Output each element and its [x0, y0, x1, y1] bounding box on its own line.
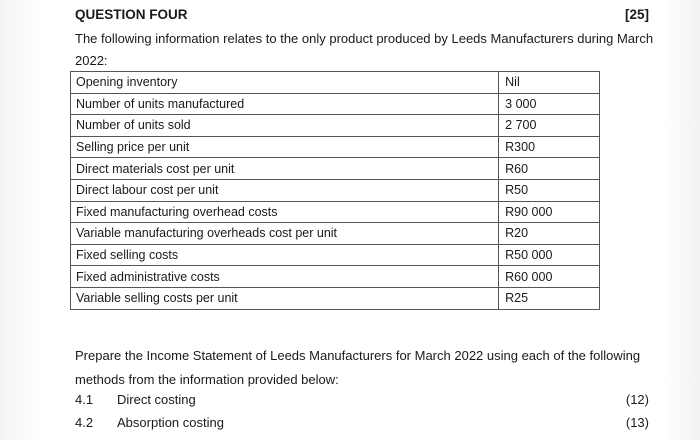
subquestion-number: 4.2: [75, 415, 94, 430]
table-row: [71, 266, 600, 288]
row-value: 2 700: [499, 115, 600, 137]
subquestion-marks: (12): [625, 392, 649, 407]
row-value: R50 000: [499, 244, 600, 266]
row-value: R60 000: [499, 266, 600, 288]
question-intro: The following information relates to the only product produced by Leeds Manufacturers during March 2022:: [75, 31, 654, 68]
table-row: [71, 179, 600, 201]
subquestion-text: Direct costing: [117, 392, 196, 407]
row-label: Number of units manufactured: [71, 93, 499, 115]
row-label: Fixed administrative costs: [71, 266, 499, 288]
row-value: R300: [499, 136, 600, 158]
question-title: QUESTION FOUR: [75, 7, 188, 22]
row-label: Direct materials cost per unit: [71, 158, 499, 180]
table-row: [71, 93, 600, 115]
subquestion-number: 4.1: [75, 392, 94, 407]
table-row: [71, 136, 600, 158]
table-row: [71, 72, 600, 94]
subquestion-item: [75, 415, 649, 430]
table-row: [71, 287, 600, 309]
table-row: [71, 244, 600, 266]
row-value: R25: [499, 287, 600, 309]
row-label: Number of units sold: [71, 115, 499, 137]
total-marks: [25]: [624, 7, 649, 22]
information-table: [70, 71, 600, 310]
table-row: [71, 201, 600, 223]
question-instruction: Prepare the Income Statement of Leeds Manufacturers for March 2022 using each of the following methods from the information provided below:: [75, 348, 641, 387]
table-row: [71, 158, 600, 180]
row-value: 3 000: [499, 93, 600, 115]
row-label: Direct labour cost per unit: [71, 179, 499, 201]
row-value: R50: [499, 179, 600, 201]
row-value: R60: [499, 158, 600, 180]
row-value: R20: [499, 223, 600, 245]
row-label: Opening inventory: [71, 72, 499, 94]
row-value: Nil: [499, 72, 600, 94]
table-row: [71, 115, 600, 137]
row-label: Fixed selling costs: [71, 244, 499, 266]
subquestion-text: Absorption costing: [117, 415, 224, 430]
row-label: Selling price per unit: [71, 136, 499, 158]
row-label: Fixed manufacturing overhead costs: [71, 201, 499, 223]
row-label: Variable selling costs per unit: [71, 287, 499, 309]
row-label: Variable manufacturing overheads cost per unit: [71, 223, 499, 245]
question-header: [75, 7, 649, 22]
subquestion-item: [75, 392, 649, 407]
subquestion-marks: (13): [625, 415, 649, 430]
row-value: R90 000: [499, 201, 600, 223]
table-row: [71, 223, 600, 245]
